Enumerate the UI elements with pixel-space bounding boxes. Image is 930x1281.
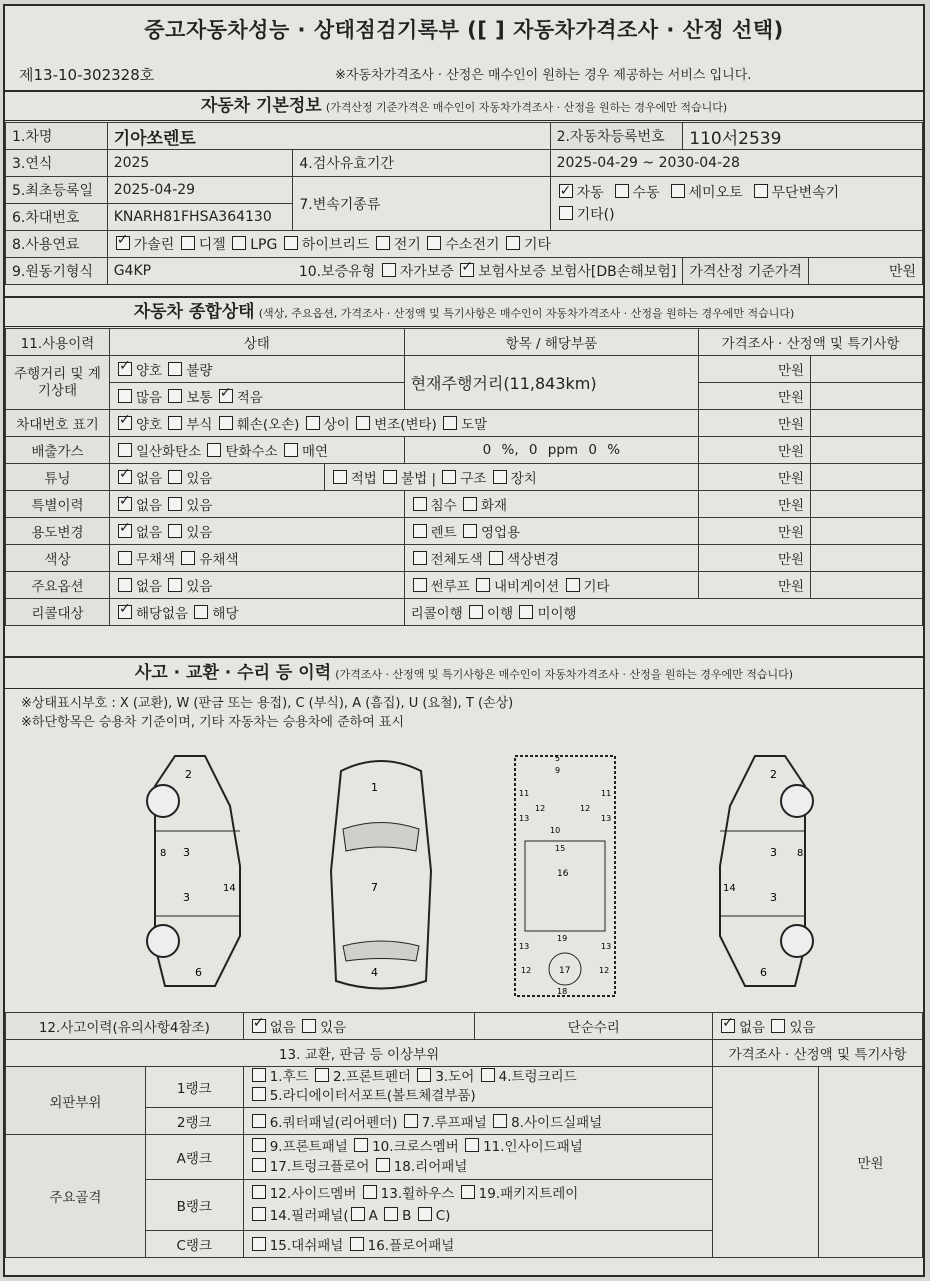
checkbox[interactable] [333,470,347,484]
checkbox[interactable] [443,416,457,430]
section-note: (가격산정 기준가격은 매수인이 자동차가격조사 · 산정을 원하는 경우에만 적습니다) [325,101,728,114]
car-left-side-diagram [135,746,275,996]
label-main-frame: 주요골격 [6,1135,146,1258]
fuel-diesel: 디젤 [198,237,226,253]
checkbox[interactable] [252,1185,266,1199]
tuning-options: ✓ 없음 있음 [109,464,324,491]
checkbox[interactable] [413,524,427,538]
label-valid-period: 4.검사유효기간 [293,150,550,177]
trans-cvt[interactable]: 무단변속기 [752,185,840,201]
checkbox[interactable] [481,1068,495,1082]
price-unit: 만원 [699,545,811,572]
part-label: 3 [183,891,190,904]
accident-price-unit: 만원 [819,1067,923,1258]
legend-passenger-note: ※하단항목은 승용차 기준이며, 기타 자동차는 승용차에 준하여 표시 [21,715,405,730]
checkbox[interactable] [194,605,208,619]
part-label: 19 [557,934,568,943]
color-items: 전체도색 색상변경 [404,545,699,572]
checkbox[interactable] [671,184,685,198]
checkbox[interactable] [181,551,195,565]
label-rankB: B랭크 [145,1180,243,1231]
valid-period: 2025-04-29 ~ 2030-04-28 [550,150,922,177]
checkbox[interactable] [413,497,427,511]
car-frame-diagram [505,751,625,1001]
label-recall-done: 리콜이행 [410,606,463,622]
trans-auto[interactable]: ✓자동 [557,185,604,201]
wheel-icon [781,785,813,817]
basic-info-table [5,122,923,285]
label-first-registration: 5.최초등록일 [6,177,108,204]
label-registration: 2.자동차등록번호 [550,123,683,150]
special-items: 침수 화재 [404,491,699,518]
accident-table [5,1012,923,1258]
part-label: 3 [770,846,777,859]
checkbox[interactable] [376,236,390,250]
checkbox[interactable] [721,1019,735,1033]
part-label: 11 [519,789,530,798]
trans-semi[interactable]: 세미오토 [669,185,743,201]
label-transmission: 7.변속기종류 [293,177,550,231]
inspection-record-form [3,4,925,1277]
label-rankA: A랭크 [145,1135,243,1180]
emission-values: 0 %, 0 ppm 0 % [404,437,699,464]
part-label: 2 [770,768,777,781]
label-special: 특별이력 [6,491,110,518]
part-label: 3 [770,891,777,904]
checkbox[interactable] [252,1237,266,1251]
part-label: 13 [519,814,530,823]
label-color: 색상 [6,545,110,572]
checkbox[interactable] [754,184,768,198]
base-price-unit: 만원 [808,258,922,285]
rank1-options: 1.후드 2.프론트펜더 3.도어 4.트렁크리드 5.라디에이터서포트(볼트체결부품) [243,1067,712,1108]
checkbox[interactable] [469,605,483,619]
checkbox[interactable] [413,578,427,592]
label-recall: 리콜대상 [6,599,110,626]
checkbox[interactable] [168,362,182,376]
checkbox[interactable] [382,263,396,277]
checkbox[interactable] [284,443,298,457]
checkbox[interactable] [118,524,132,538]
part-label: 12 [535,804,546,813]
label-simple-repair: 단순수리 [475,1013,713,1040]
checkbox[interactable] [168,524,182,538]
checkbox[interactable] [771,1019,785,1033]
label-rank1: 1랭크 [145,1067,243,1108]
label-usage: 용도변경 [6,518,110,545]
engine-type: G4KP [107,258,293,285]
wheel-icon [147,785,179,817]
label-rankC: C랭크 [145,1231,243,1258]
price-unit: 만원 [699,572,811,599]
checkbox[interactable] [118,443,132,457]
checkbox[interactable] [461,1185,475,1199]
part-label: 11 [601,789,612,798]
part-label: 17 [559,966,571,976]
label-engine: 9.원동기형식 [6,258,108,285]
price-unit: 만원 [699,356,811,383]
status-table [5,328,923,626]
checkbox[interactable] [465,1138,479,1152]
label-base-price: 가격산정 기준가격 [683,258,809,285]
fuel-hydrogen: 수소전기 [445,237,500,253]
checkbox[interactable] [116,236,130,250]
emission-options: 일산화탄소 탄화수소 매연 [109,437,404,464]
part-label: 14 [223,883,236,894]
registration-number: 110서2539 [683,123,923,150]
checkbox[interactable] [506,236,520,250]
document-number: 제13-10-302328호 [19,66,155,84]
usage-items: 렌트 영업용 [404,518,699,545]
part-label: 12 [580,804,591,813]
checkbox[interactable] [493,470,507,484]
part-label: 13 [601,814,612,823]
checkbox[interactable] [489,551,503,565]
warranty-insurance: 보험사보증 보험사[DB손해보험] [478,264,677,280]
warranty-self: 자가보증 [399,264,454,280]
part-label: 8 [797,848,804,859]
part-label: 14 [723,883,736,894]
legend-symbols: ※상태표시부호 : X (교환), W (판금 또는 용접), C (부식), A (흠집), U (요철), T (손상) [21,696,514,711]
checkbox[interactable] [383,470,397,484]
part-label: 3 [183,846,190,859]
section-note: (색상, 주요옵션, 가격조사 · 산정액 및 특기사항은 매수인이 자동차가격조사 · 산정을 원하는 경우에만 적습니다) [258,307,795,320]
checkbox[interactable] [252,1138,266,1152]
col-state: 상태 [109,329,404,356]
checkbox[interactable] [315,1068,329,1082]
checkbox[interactable] [168,470,182,484]
checkbox[interactable] [351,1207,365,1221]
checkbox[interactable] [442,470,456,484]
part-label: 18 [557,987,568,996]
fuel-lpg: LPG [250,237,278,253]
col-price: 가격조사 · 산정액 및 특기사항 [699,329,923,356]
checkbox[interactable] [302,1019,316,1033]
checkbox[interactable] [306,416,320,430]
label-tuning: 튜닝 [6,464,110,491]
year-value: 2025 [107,150,293,177]
transmission-options [550,177,922,231]
checkbox[interactable] [252,1019,266,1033]
accident-heading [5,656,923,689]
label-options: 주요옵션 [6,572,110,599]
checkbox[interactable] [181,236,195,250]
parts-header: 13. 교환, 판금 등 이상부위 [6,1040,713,1067]
checkbox[interactable] [418,1207,432,1221]
car-name: 기아쏘렌토 [107,123,550,150]
checkbox[interactable] [284,236,298,250]
part-label: 1 [371,781,378,794]
col-item: 항목 / 해당부품 [404,329,699,356]
checkbox[interactable] [354,1138,368,1152]
label-emission: 배출가스 [6,437,110,464]
checkbox[interactable] [356,416,370,430]
checkbox[interactable] [493,1114,507,1128]
label-outer-panel: 외판부위 [6,1067,146,1135]
label-accident-history: 12.사고이력(유의사항4참조) [6,1013,244,1040]
checkbox[interactable] [219,389,233,403]
status-heading [5,296,923,327]
checkbox[interactable] [417,1068,431,1082]
wheel-icon [781,925,813,957]
recall-options: ✓ 해당없음 해당 [109,599,404,626]
checkbox[interactable] [404,1114,418,1128]
price-header: 가격조사 · 산정액 및 특기사항 [713,1040,923,1067]
current-mileage: 현재주행거리(11,843km) [404,356,699,410]
checkbox[interactable] [252,1087,266,1101]
recall-items: 리콜이행 이행 미이행 [404,599,922,626]
part-label: 9 [555,766,561,775]
checkbox[interactable] [566,578,580,592]
fuel-electric: 전기 [393,237,421,253]
checkbox[interactable] [350,1237,364,1251]
rankA-options: 9.프론트패널 10.크로스멤버 11.인사이드패널 17.트렁크플로어 18.리어패널 [243,1135,712,1180]
car-right-side-diagram [685,746,825,996]
part-label: 6 [760,966,767,979]
checkbox[interactable] [252,1158,266,1172]
price-unit: 만원 [699,410,811,437]
part-label: 12 [599,966,610,975]
checkbox[interactable] [118,551,132,565]
wheel-icon [147,925,179,957]
checkbox[interactable] [252,1114,266,1128]
simple-repair-options: ✓ 없음 있음 [713,1013,923,1040]
mileage-condition: ✓양호 불량 [109,356,404,383]
label-rank2: 2랭크 [145,1108,243,1135]
part-label: 2 [185,768,192,781]
checkbox[interactable] [476,578,490,592]
price-unit: 만원 [699,383,811,410]
checkbox[interactable] [463,524,477,538]
price-unit: 만원 [699,518,811,545]
section-title: 자동차 기본정보 [200,96,322,116]
col-history: 11.사용이력 [6,329,110,356]
part-label: 16 [557,869,569,879]
checkbox[interactable] [252,1068,266,1082]
checkbox[interactable] [118,605,132,619]
part-label: 13 [519,942,530,951]
first-registration: 2025-04-29 [107,177,293,204]
trans-other[interactable]: 기타() [557,207,615,223]
checkbox[interactable] [559,184,573,198]
label-fuel: 8.사용연료 [6,231,108,258]
part-label: 13 [601,942,612,951]
part-label: 4 [371,966,378,979]
checkbox[interactable] [168,389,182,403]
label-vin-state: 차대번호 표기 [6,410,110,437]
checkbox[interactable] [118,389,132,403]
label-year: 3.연식 [6,150,108,177]
checkbox[interactable] [207,443,221,457]
usage-options: ✓ 없음 있음 [109,518,404,545]
legend-notes [21,694,513,732]
part-label: 10 [550,826,561,835]
warranty-options [293,258,683,285]
checkbox[interactable] [168,578,182,592]
section-title: 사고 · 교환 · 수리 등 이력 [134,663,332,683]
option-items: 썬루프 내비게이션 기타 [404,572,699,599]
checkbox[interactable] [219,416,233,430]
option-options: 없음 있음 [109,572,404,599]
part-label: 15 [555,844,566,853]
checkbox[interactable] [519,605,533,619]
label-car-name: 1.차명 [6,123,108,150]
checkbox[interactable] [559,206,573,220]
checkbox[interactable] [118,578,132,592]
part-label: 6 [195,966,202,979]
label-warranty: 10.보증유형 [298,264,376,280]
checkbox[interactable] [376,1158,390,1172]
vin-state-options: ✓ 양호 부식 훼손(오손) 상이 변조(변타) 도말 [109,410,698,437]
price-unit: 만원 [699,464,811,491]
checkbox[interactable] [427,236,441,250]
checkbox[interactable] [615,184,629,198]
checkbox[interactable] [118,497,132,511]
part-label: 7 [371,881,378,894]
rankB-options: 12.사이드멤버 13.휠하우스 19.패키지트레이 14.필러패널( A B C) [243,1180,712,1231]
trans-manual[interactable]: 수동 [613,185,660,201]
checkbox[interactable] [118,470,132,484]
mileage-amount: 많음 보통 ✓ 적음 [109,383,404,410]
checkbox[interactable] [232,236,246,250]
price-unit: 만원 [699,491,811,518]
checkbox[interactable] [384,1207,398,1221]
car-top-diagram [321,751,441,996]
checkbox[interactable] [168,416,182,430]
checkbox[interactable] [363,1185,377,1199]
checkbox[interactable] [463,497,477,511]
special-options: ✓ 없음 있음 [109,491,404,518]
color-options: 무채색 유채색 [109,545,404,572]
checkbox[interactable] [118,416,132,430]
tuning-items: 적법 불법 | 구조 장치 [324,464,698,491]
checkbox[interactable] [168,497,182,511]
section-title: 자동차 종합상태 [133,302,255,322]
fuel-hybrid: 하이브리드 [301,237,370,253]
rank2-options: 6.쿼터패널(리어펜더) 7.루프패널 8.사이드실패널 [243,1108,712,1135]
section-note: (가격조사 · 산정액 및 특기사항은 매수인이 자동차가격조사 · 산정을 원하는 경우에만 적습니다) [335,668,794,681]
rankC-options: 15.대쉬패널 16.플로어패널 [243,1231,712,1258]
service-note: ※자동차가격조사 · 산정은 매수인이 원하는 경우 제공하는 서비스 입니다. [335,68,752,83]
fuel-gasoline: 가솔린 [133,237,175,253]
form-title: 중고자동차성능 · 상태점검기록부 ([ ] 자동차가격조사 · 산정 선택) [144,18,784,42]
label-vin: 6.차대번호 [6,204,108,231]
accident-history-options: ✓ 없음 있음 [243,1013,475,1040]
checkbox[interactable] [460,263,474,277]
label-mileage: 주행거리 및 계기상태 [6,356,110,410]
fuel-other: 기타 [523,237,552,253]
part-label: 12 [521,966,532,975]
checkbox[interactable] [413,551,427,565]
price-unit: 만원 [699,437,811,464]
checkbox[interactable] [118,362,132,376]
fuel-options [107,231,922,258]
part-label: 5 [555,754,561,763]
basic-info-heading [5,90,923,121]
vin-value: KNARH81FHSA364130 [107,204,293,231]
checkbox[interactable] [252,1207,266,1221]
part-label: 8 [160,848,167,859]
